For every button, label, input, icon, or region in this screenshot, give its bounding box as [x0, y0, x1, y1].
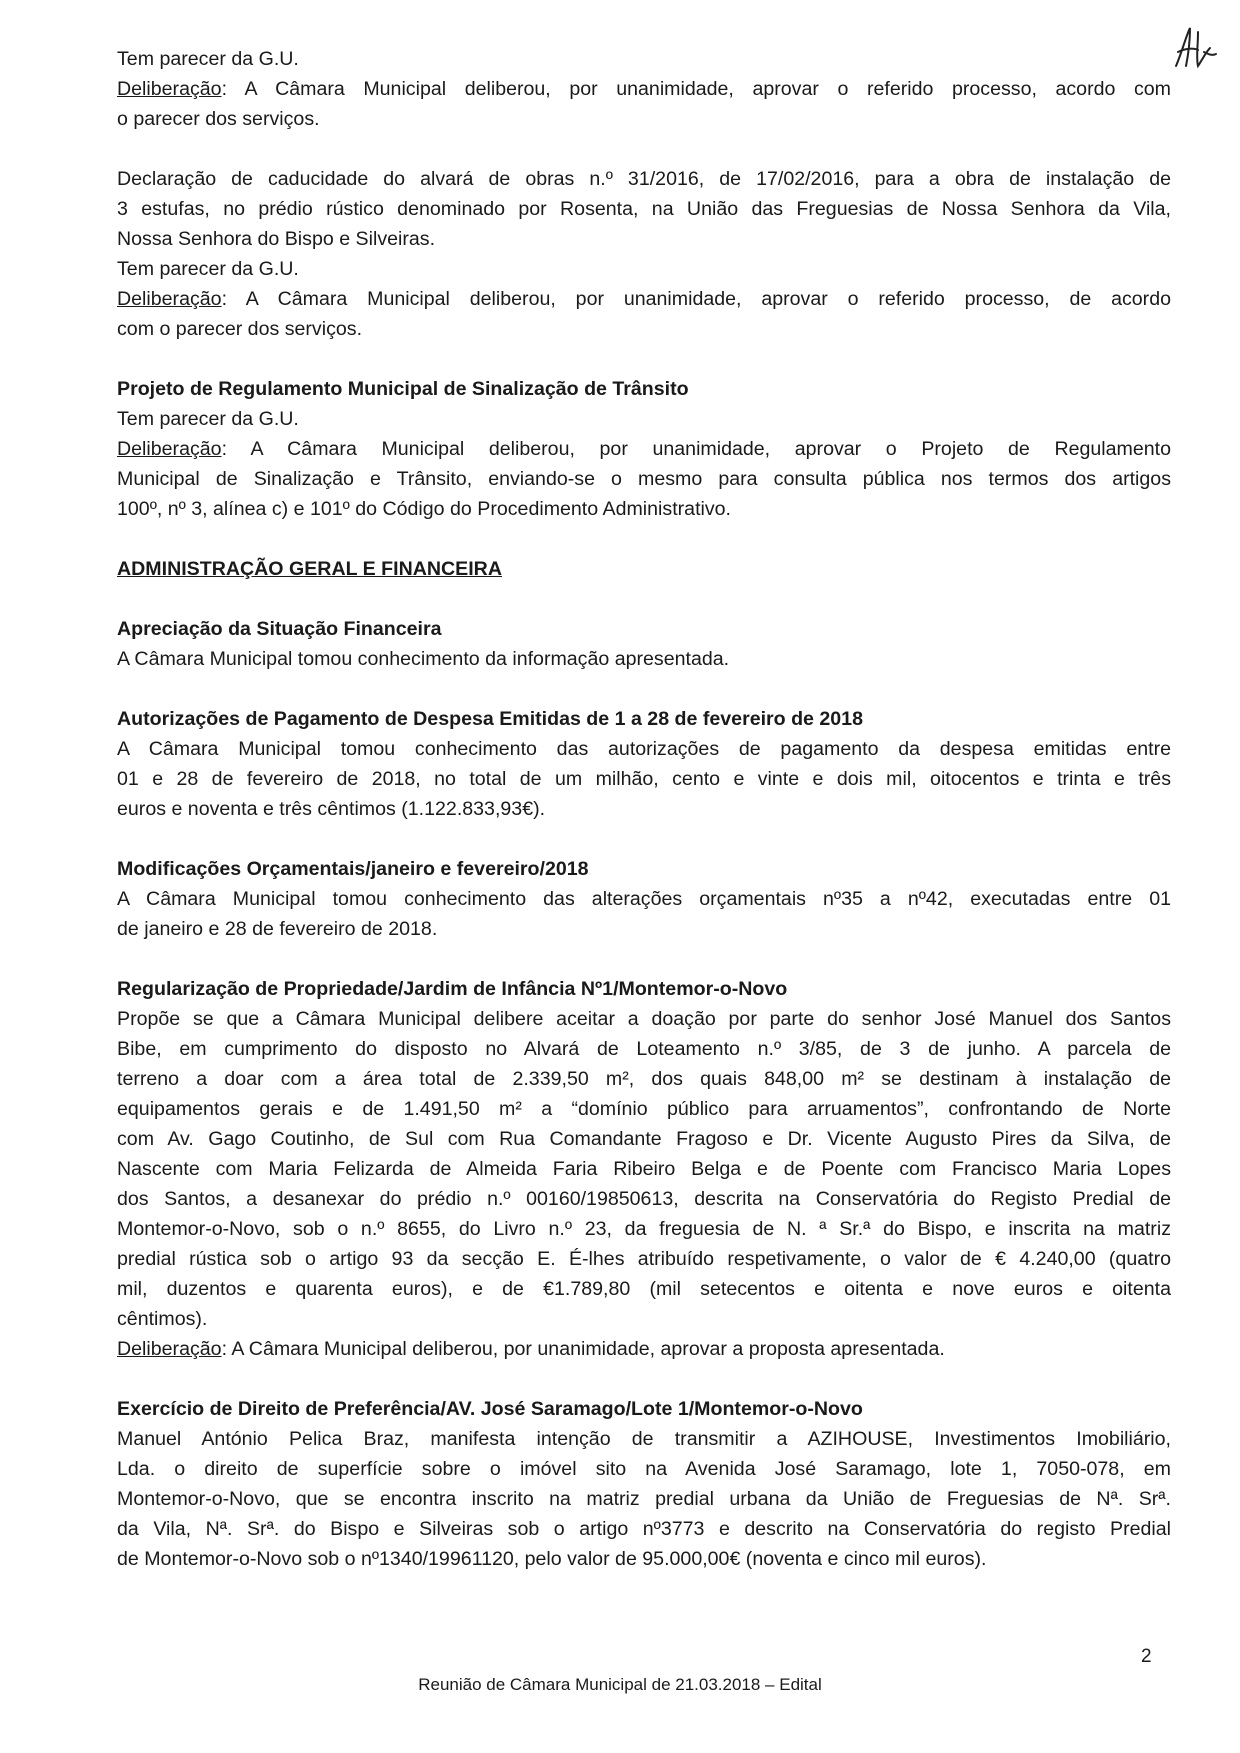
deliberation-label: Deliberação [117, 78, 222, 100]
text-line: de Montemor-o-Novo sob o nº1340/19961120, pelo valor de 95.000,00€ (noventa e cinco mil euros). [117, 1548, 987, 1570]
section-heading: ADMINISTRAÇÃO GERAL E FINANCEIRA [117, 558, 502, 580]
paragraph-gap [117, 824, 1171, 854]
item-title: Projeto de Regulamento Municipal de Sinalização de Trânsito [117, 378, 689, 400]
text-line: terreno a doar com a área total de 2.339,50 m², dos quais 848,00 m² se destinam à instalação de [117, 1068, 1171, 1090]
text-line: predial rústica sob o artigo 93 da secção E. É-lhes atribuído respetivamente, o valor de € 4.240,00 (quatro [117, 1248, 1171, 1270]
text-line: equipamentos gerais e de 1.491,50 m² a “domínio público para arruamentos”, confrontando de Norte [117, 1098, 1171, 1120]
text-line: Montemor-o-Novo, que se encontra inscrito na matriz predial urbana da União de Freguesias de Nª. Srª. [117, 1488, 1171, 1510]
paragraph-gap [117, 524, 1171, 554]
page-number: 2 [1141, 1646, 1152, 1667]
document-body [117, 44, 1171, 1574]
text-line: Municipal de Sinalização e Trânsito, enviando-se o mesmo para consulta pública nos termos dos artigos [117, 468, 1171, 490]
text-line: o parecer dos serviços. [117, 108, 320, 130]
paragraph-gap [117, 344, 1171, 374]
deliberation-text: : A Câmara Municipal deliberou, por unanimidade, aprovar o Projeto de Regulamento [221, 438, 1171, 460]
deliberation-text: : A Câmara Municipal deliberou, por unanimidade, aprovar o referido processo, acordo com [221, 78, 1171, 100]
text-line: A Câmara Municipal tomou conhecimento das autorizações de pagamento da despesa emitidas entre [117, 738, 1171, 760]
deliberation-text: : A Câmara Municipal deliberou, por unanimidade, aprovar o referido processo, de acordo [221, 288, 1171, 310]
deliberation-text: : A Câmara Municipal deliberou, por unanimidade, aprovar a proposta apresentada. [221, 1338, 945, 1360]
item-title: Regularização de Propriedade/Jardim de Infância Nº1/Montemor-o-Novo [117, 978, 788, 1000]
text-line: 01 e 28 de fevereiro de 2018, no total de um milhão, cento e vinte e dois mil, oitocentos e trinta e três [117, 768, 1171, 790]
text-line: mil, duzentos e quarenta euros), e de €1.789,80 (mil setecentos e oitenta e nove euros e oitenta [117, 1278, 1171, 1300]
text-line: da Vila, Nª. Srª. do Bispo e Silveiras sob o artigo nº3773 e descrito na Conservatória do registo Predial [117, 1518, 1171, 1540]
text-line: Manuel António Pelica Braz, manifesta intenção de transmitir a AZIHOUSE, Investimentos Imobiliário, [117, 1428, 1171, 1450]
text-line: Tem parecer da G.U. [117, 48, 299, 70]
deliberation-label: Deliberação [117, 288, 222, 310]
text-line: dos Santos, a desanexar do prédio n.º 00160/19850613, descrita na Conservatória do Registo Predial de [117, 1188, 1171, 1210]
text-line: Nascente com Maria Felizarda de Almeida Faria Ribeiro Belga e de Poente com Francisco Maria Lopes [117, 1158, 1171, 1180]
text-line: Tem parecer da G.U. [117, 258, 299, 280]
paragraph-gap [117, 944, 1171, 974]
text-line: Tem parecer da G.U. [117, 408, 299, 430]
paragraph-gap [117, 134, 1171, 164]
paragraph-gap [117, 674, 1171, 704]
text-line: Propõe se que a Câmara Municipal delibere aceitar a doação por parte do senhor José Manuel dos Santos [117, 1008, 1171, 1030]
item-title: Exercício de Direito de Preferência/AV. José Saramago/Lote 1/Montemor-o-Novo [117, 1398, 863, 1420]
page-footer: Reunião de Câmara Municipal de 21.03.2018 – Edital [418, 1675, 822, 1694]
text-line: euros e noventa e três cêntimos (1.122.833,93€). [117, 798, 546, 820]
text-line: Nossa Senhora do Bispo e Silveiras. [117, 228, 436, 250]
deliberation-label: Deliberação [117, 1338, 222, 1360]
text-line: cêntimos). [117, 1308, 208, 1330]
paragraph-gap [117, 1364, 1171, 1394]
item-title: Modificações Orçamentais/janeiro e fevereiro/2018 [117, 858, 589, 880]
text-line: Declaração de caducidade do alvará de obras n.º 31/2016, de 17/02/2016, para a obra de instalação de [117, 168, 1171, 190]
deliberation-line [117, 1334, 1171, 1364]
text-line: com Av. Gago Coutinho, de Sul com Rua Comandante Fragoso e Dr. Vicente Augusto Pires da Silva, de [117, 1128, 1171, 1150]
text-line: de janeiro e 28 de fevereiro de 2018. [117, 918, 438, 940]
item-title: Apreciação da Situação Financeira [117, 618, 442, 640]
text-line: Lda. o direito de superfície sobre o imóvel sito na Avenida José Saramago, lote 1, 7050-078, em [117, 1458, 1171, 1480]
deliberation-line [117, 434, 1171, 464]
text-line: Bibe, em cumprimento do disposto no Alvará de Loteamento n.º 3/85, de 3 de junho. A parcela de [117, 1038, 1171, 1060]
text-line: 100º, nº 3, alínea c) e 101º do Código do Procedimento Administrativo. [117, 498, 731, 520]
item-title: Autorizações de Pagamento de Despesa Emitidas de 1 a 28 de fevereiro de 2018 [117, 708, 863, 730]
deliberation-line [117, 74, 1171, 104]
signature-mark [1168, 22, 1220, 74]
text-line: com o parecer dos serviços. [117, 318, 363, 340]
text-line: 3 estufas, no prédio rústico denominado por Rosenta, na União das Freguesias de Nossa Senhora da Vila, [117, 198, 1171, 220]
text-line: A Câmara Municipal tomou conhecimento das alterações orçamentais nº35 a nº42, executadas entre 01 [117, 888, 1171, 910]
deliberation-line [117, 284, 1171, 314]
paragraph-gap [117, 584, 1171, 614]
text-line: Montemor-o-Novo, sob o n.º 8655, do Livro n.º 23, da freguesia de N. ª Sr.ª do Bispo, e inscrita na matriz [117, 1218, 1171, 1240]
text-line: A Câmara Municipal tomou conhecimento da informação apresentada. [117, 648, 730, 670]
deliberation-label: Deliberação [117, 438, 222, 460]
